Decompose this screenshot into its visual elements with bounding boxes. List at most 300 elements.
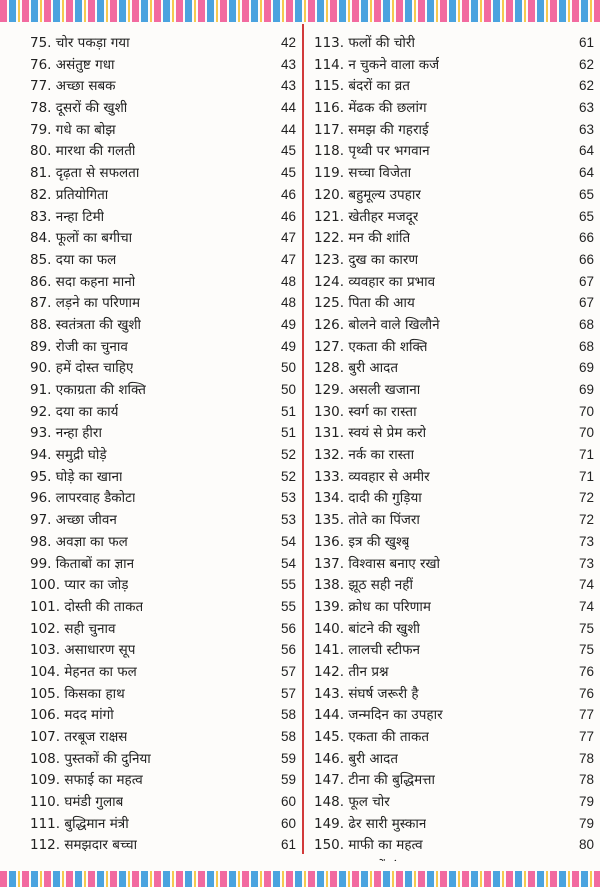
entry-page-number: 66 — [578, 230, 594, 246]
entry-number: 134. — [314, 490, 345, 507]
entry-page-number: 75 — [578, 642, 594, 658]
entry-page-number: 74 — [578, 577, 594, 593]
entry-number: 148. — [314, 794, 345, 811]
entry-title-text: व्यवहार का प्रभाव — [348, 273, 436, 290]
entry-page-number: 64 — [578, 165, 594, 181]
entry-number: 90. — [30, 360, 52, 377]
entry-title — [314, 554, 440, 576]
entry-page-number: 45 — [280, 143, 296, 159]
entry-title-text: पिता की आय — [348, 295, 415, 312]
entry-title-text: मेंढक की छलांग — [348, 100, 427, 117]
entry-page-number: 47 — [280, 230, 296, 246]
entry-number: 123. — [314, 251, 345, 268]
contents-entry — [314, 661, 596, 683]
entry-title — [314, 792, 390, 814]
entry-title-text: मदद मांगो — [64, 707, 114, 724]
entry-title-text: सच्चा विजेता — [348, 165, 412, 182]
contents-entry — [314, 813, 596, 835]
entry-title-text: समुद्री घोड़े — [55, 447, 107, 464]
entry-page-number: 63 — [578, 121, 594, 137]
entry-title-text: दृढ़ता से सफलता — [55, 165, 140, 182]
contents-entry — [30, 140, 298, 162]
contents-entry — [314, 574, 596, 596]
contents-entry — [30, 206, 298, 228]
entry-number: 96. — [30, 490, 52, 507]
entry-title — [30, 467, 122, 489]
entry-number: 101. — [30, 598, 61, 615]
entry-page-number: 59 — [280, 750, 296, 766]
entry-title-text: रोजी का चुनाव — [55, 338, 128, 355]
entry-title — [30, 185, 108, 207]
contents-entry — [314, 379, 596, 401]
entry-title — [314, 445, 414, 467]
entry-title — [30, 98, 127, 120]
entry-number: 129. — [314, 382, 345, 398]
entry-page-number: 70 — [578, 425, 594, 441]
entry-number: 105. — [30, 685, 61, 702]
contents-entry — [30, 357, 298, 379]
contents-entry — [30, 314, 298, 336]
entry-title — [314, 98, 427, 120]
contents-entry — [314, 54, 596, 76]
entry-title — [314, 770, 435, 792]
entry-title — [314, 619, 420, 641]
entry-title — [314, 228, 410, 250]
entry-number: 89. — [30, 338, 52, 355]
entry-title — [314, 597, 431, 619]
entry-number: 143. — [314, 685, 345, 702]
entry-title — [314, 55, 439, 77]
entry-page-number: 53 — [280, 490, 296, 506]
entry-title — [30, 619, 116, 641]
entry-title-text: अच्छा सबक — [55, 78, 116, 95]
contents-entry — [30, 379, 298, 401]
entry-page-number: 73 — [578, 555, 594, 571]
entry-title-text: विश्वास बनाए रखो — [348, 555, 441, 572]
entry-page-number: 49 — [280, 338, 296, 354]
entry-title — [30, 770, 143, 792]
entry-page-number: 59 — [280, 772, 296, 788]
entry-title — [314, 510, 420, 532]
entry-number: 113. — [314, 35, 345, 51]
contents-entry — [314, 401, 596, 423]
entry-number: 149. — [314, 815, 345, 832]
contents-entry — [314, 704, 596, 726]
entry-number: 139. — [314, 598, 345, 615]
entry-number: 120. — [314, 186, 345, 203]
entry-page-number: 65 — [578, 208, 594, 224]
contents-entry — [30, 487, 298, 509]
contents-entry — [314, 162, 596, 184]
contents-entry — [30, 271, 298, 293]
entry-page-number: 46 — [280, 186, 296, 202]
entry-title — [314, 272, 435, 294]
entry-page-number: 44 — [280, 100, 296, 116]
entry-number: 127. — [314, 338, 345, 355]
entry-title-text: हमें दोस्त चाहिए — [55, 360, 134, 377]
entry-page-number: 79 — [578, 794, 594, 810]
entry-page-number: 61 — [578, 35, 594, 50]
entry-page-number: 53 — [280, 512, 296, 528]
contents-entry — [314, 336, 596, 358]
contents-entry — [30, 227, 298, 249]
entry-number: 146. — [314, 750, 345, 767]
entry-title — [314, 814, 426, 836]
entry-title — [30, 727, 127, 749]
entry-title — [30, 163, 139, 185]
contents-entry — [30, 509, 298, 531]
entry-page-number: 67 — [578, 295, 594, 311]
bottom-decorative-border — [0, 861, 600, 887]
entry-title — [30, 76, 116, 98]
entry-title — [314, 120, 429, 142]
entry-title-text: लापरवाह डैकोटा — [55, 490, 136, 507]
entry-title-text: सदा कहना मानो — [55, 273, 136, 290]
entry-title — [314, 423, 426, 445]
contents-entry — [314, 227, 596, 249]
contents-entry — [314, 834, 596, 856]
entry-title-text: किसका हाथ — [64, 685, 125, 702]
entry-page-number: 43 — [280, 78, 296, 94]
contents-entry — [314, 509, 596, 531]
entry-title-text: झूठ सही नहीं — [348, 577, 413, 594]
entry-number: 95. — [30, 468, 52, 485]
entry-title-text: मारथा की गलती — [55, 143, 136, 160]
contents-entry — [314, 422, 596, 444]
entry-title-text: ढेर सारी मुस्कान — [348, 815, 427, 832]
entry-title — [314, 315, 440, 337]
contents-entry — [30, 769, 298, 791]
contents-entry — [30, 444, 298, 466]
contents-entry — [30, 336, 298, 358]
contents-entry — [314, 249, 596, 271]
entry-page-number: 47 — [280, 251, 296, 267]
entry-page-number: 76 — [578, 663, 594, 679]
contents-entry — [314, 119, 596, 141]
entry-number: 115. — [314, 78, 345, 95]
contents-entry — [314, 140, 596, 162]
entry-number: 131. — [314, 425, 345, 442]
contents-entry — [30, 553, 298, 575]
contents-entry — [314, 206, 596, 228]
entry-number: 138. — [314, 577, 345, 594]
entry-title — [30, 228, 132, 250]
entry-title-text: गधे का बोझ — [55, 121, 116, 138]
entry-number: 145. — [314, 729, 345, 745]
contents-entry — [30, 531, 298, 553]
entry-page-number: 77 — [578, 707, 594, 723]
entry-title-text: खेतीहर मजदूर — [348, 208, 419, 225]
entry-title-text: क्रोध का परिणाम — [348, 598, 431, 615]
entry-title-text: मेहनत का फल — [64, 663, 137, 680]
entry-title — [314, 185, 421, 207]
contents-entry — [314, 75, 596, 97]
entry-title-text: माफी का महत्व — [348, 837, 423, 854]
entry-number: 150. — [314, 837, 345, 854]
entry-number: 109. — [30, 772, 61, 789]
entry-page-number: 78 — [578, 772, 594, 788]
entry-page-number: 58 — [280, 729, 296, 744]
entry-page-number: 62 — [578, 78, 594, 94]
entry-title-text: तोते का पिंजरा — [348, 512, 420, 529]
entry-title-text: टीना की बुद्धिमत्ता — [348, 772, 435, 789]
entry-title — [30, 749, 151, 771]
entry-title — [30, 120, 116, 142]
entry-number: 130. — [314, 403, 345, 420]
contents-entry — [30, 639, 298, 661]
contents-entry — [30, 54, 298, 76]
contents-entry — [314, 97, 596, 119]
entry-title — [30, 510, 117, 532]
entry-number: 86. — [30, 273, 52, 290]
entry-title-text: बुरी आदत — [348, 360, 399, 377]
entry-page-number: 54 — [280, 555, 296, 571]
contents-entry — [30, 726, 298, 748]
entry-number: 93. — [30, 425, 52, 442]
entry-title-text: दया का फल — [55, 251, 117, 268]
entry-page-number: 60 — [280, 794, 296, 810]
entry-number: 88. — [30, 316, 52, 333]
entry-title-text: फूलों का बगीचा — [55, 230, 133, 247]
contents-entry — [30, 683, 298, 705]
entry-page-number: 54 — [280, 533, 296, 549]
contents-entry — [314, 596, 596, 618]
entry-title-text: संघर्ष जरूरी है — [348, 685, 419, 702]
contents-entry — [30, 813, 298, 835]
entry-number: 125. — [314, 295, 345, 312]
column-divider — [302, 24, 304, 854]
entry-page-number: 49 — [280, 316, 296, 332]
entry-page-number: 45 — [280, 165, 296, 181]
entry-title-text: असली खजाना — [348, 382, 421, 398]
entry-title — [30, 402, 118, 424]
entry-title-text: घोड़े का खाना — [55, 468, 123, 485]
entry-page-number: 56 — [280, 642, 296, 658]
entry-title — [314, 293, 415, 315]
entry-number: 104. — [30, 663, 61, 680]
entry-title-text: तीन प्रश्न — [348, 663, 389, 680]
entry-number: 135. — [314, 512, 345, 529]
entry-title-text: बहुमूल्य उपहार — [348, 186, 421, 203]
entry-number: 116. — [314, 100, 345, 117]
entry-title — [30, 554, 134, 576]
entry-title-text: सफाई का महत्व — [64, 772, 143, 789]
entry-number: 84. — [30, 230, 52, 247]
entry-number: 132. — [314, 447, 345, 464]
entry-title — [30, 684, 125, 706]
entry-title-text: एकाग्रता की शक्ति — [55, 382, 146, 398]
contents-entry — [30, 162, 298, 184]
entry-title-text: बांटने की खुशी — [348, 620, 421, 637]
contents-entry — [314, 531, 596, 553]
entry-title-text: बोलने वाले खिलौने — [348, 316, 440, 333]
entry-title-text: मन की शांति — [348, 230, 411, 247]
contents-entry — [30, 422, 298, 444]
contents-entry — [314, 791, 596, 813]
entry-number: 79. — [30, 121, 52, 138]
entry-title-text: लड़ने का परिणाम — [55, 295, 141, 312]
entry-title — [30, 358, 133, 380]
contents-entry — [30, 574, 298, 596]
contents-entry — [30, 661, 298, 683]
entry-number: 140. — [314, 620, 345, 637]
entry-title — [30, 575, 128, 597]
entry-title — [314, 662, 389, 684]
entry-page-number: 63 — [578, 100, 594, 116]
contents-entry — [30, 466, 298, 488]
entry-title — [314, 337, 427, 359]
entry-title-text: दादी की गुड़िया — [348, 490, 422, 507]
entry-page-number: 44 — [280, 121, 296, 137]
entry-page-number: 55 — [280, 598, 296, 614]
entry-title — [314, 250, 418, 272]
entry-title — [314, 207, 418, 229]
entry-page-number: 79 — [578, 815, 594, 831]
entry-number: 111. — [30, 815, 61, 832]
contents-entry — [30, 292, 298, 314]
entry-title — [314, 358, 398, 380]
entry-number: 77. — [30, 78, 52, 95]
entry-title-text: तरबूज राक्षस — [64, 729, 128, 745]
entry-title — [30, 55, 115, 77]
entry-title-text: बुद्धिमान मंत्री — [64, 815, 129, 832]
entry-number: 97. — [30, 512, 52, 529]
entry-page-number: 68 — [578, 316, 594, 332]
entry-title — [30, 315, 141, 337]
entry-title-text: व्यवहार से अमीर — [348, 468, 430, 485]
entry-title-text: असंतुष्ट गधा — [55, 56, 115, 73]
entry-number: 112. — [30, 837, 61, 854]
entry-title-text: समझदार बच्चा — [64, 837, 138, 854]
entry-title-text: प्रतियोगिता — [55, 186, 109, 203]
entry-title — [30, 814, 129, 836]
entry-number: 119. — [314, 165, 345, 182]
entry-page-number: 71 — [578, 447, 594, 463]
entry-title — [30, 835, 137, 857]
entry-number: 107. — [30, 729, 61, 745]
entry-number: 94. — [30, 447, 52, 464]
entry-number: 80. — [30, 143, 52, 160]
entry-title-text: समझ की गहराई — [348, 121, 429, 138]
contents-entry — [30, 401, 298, 423]
entry-title-text: अवज्ञा का फल — [55, 533, 128, 550]
entry-page-number: 68 — [578, 338, 594, 354]
entry-page-number: 57 — [280, 663, 296, 679]
entry-page-number: 56 — [280, 620, 296, 636]
entry-title-text: न चुकने वाला कर्ज — [348, 56, 440, 73]
contents-entry — [314, 639, 596, 661]
entry-number: 100. — [30, 577, 61, 594]
entry-title-text: चोर पकड़ा गया — [55, 35, 130, 51]
contents-entry — [314, 726, 596, 748]
entry-page-number: 78 — [578, 750, 594, 766]
entry-title — [30, 272, 135, 294]
entry-title — [30, 488, 135, 510]
entry-title — [30, 597, 143, 619]
entry-number: 142. — [314, 663, 345, 680]
entry-title — [314, 835, 423, 857]
contents-entry — [314, 487, 596, 509]
entry-number: 108. — [30, 750, 61, 767]
entry-title — [30, 445, 107, 467]
entry-title-text: स्वयं से प्रेम करो — [348, 425, 427, 442]
entry-page-number: 61 — [280, 837, 296, 853]
entry-number: 81. — [30, 165, 52, 182]
entry-title — [30, 207, 104, 229]
top-decorative-border — [0, 0, 600, 22]
entry-page-number: 75 — [578, 620, 594, 636]
entry-page-number: 62 — [578, 56, 594, 72]
entry-title-text: एकता की शक्ति — [348, 338, 428, 355]
entry-title-text: बुरी आदत — [348, 750, 399, 767]
entry-number: 121. — [314, 208, 345, 225]
entry-title-text: किताबों का ज्ञान — [55, 555, 135, 572]
contents-left-column — [30, 32, 298, 856]
entry-page-number: 66 — [578, 251, 594, 267]
entry-page-number: 70 — [578, 403, 594, 419]
contents-entry — [314, 32, 596, 54]
entry-number: 114. — [314, 56, 345, 73]
entry-title — [314, 684, 419, 706]
entry-title — [314, 488, 422, 510]
entry-number: 124. — [314, 273, 345, 290]
entry-page-number: 48 — [280, 295, 296, 311]
entry-title-text: अच्छा जीवन — [55, 512, 117, 529]
contents-entry — [314, 357, 596, 379]
entry-number: 128. — [314, 360, 345, 377]
entry-page-number: 48 — [280, 273, 296, 289]
entry-number: 103. — [30, 642, 61, 659]
entry-page-number: 76 — [578, 685, 594, 701]
entry-page-number: 46 — [280, 208, 296, 224]
entry-title — [314, 727, 429, 749]
entry-title — [314, 402, 417, 424]
contents-entry — [30, 596, 298, 618]
entry-page-number: 43 — [280, 56, 296, 72]
entry-title — [314, 640, 420, 662]
entry-title — [314, 380, 420, 402]
entry-title — [314, 163, 411, 185]
entry-number: 92. — [30, 403, 52, 420]
entry-title-text: प्यार का जोड़ — [64, 577, 129, 594]
entry-page-number: 51 — [280, 403, 296, 419]
entry-title-text: नर्क का रास्ता — [348, 447, 415, 464]
contents-entry — [314, 314, 596, 336]
entry-number: 102. — [30, 620, 61, 637]
entry-title-text: नन्हा हीरा — [55, 425, 102, 442]
entry-number: 99. — [30, 555, 52, 572]
entry-number: 122. — [314, 230, 345, 247]
entry-page-number: 50 — [280, 382, 296, 397]
entry-number: 144. — [314, 707, 345, 724]
contents-entry — [30, 618, 298, 640]
entry-title — [314, 76, 410, 98]
entry-page-number: 73 — [578, 533, 594, 549]
entry-number: 76. — [30, 56, 52, 73]
entry-title — [314, 141, 430, 163]
contents-entry — [30, 249, 298, 271]
entry-page-number: 72 — [578, 512, 594, 528]
entry-number: 83. — [30, 208, 52, 225]
entry-page-number: 69 — [578, 360, 594, 376]
entry-page-number: 52 — [280, 468, 296, 484]
contents-entry — [30, 184, 298, 206]
entry-title-text: पृथ्वी पर भगवान — [348, 143, 430, 160]
contents-entry — [314, 553, 596, 575]
entry-page-number: 64 — [578, 143, 594, 159]
contents-entry — [30, 119, 298, 141]
entry-page-number: 72 — [578, 490, 594, 506]
